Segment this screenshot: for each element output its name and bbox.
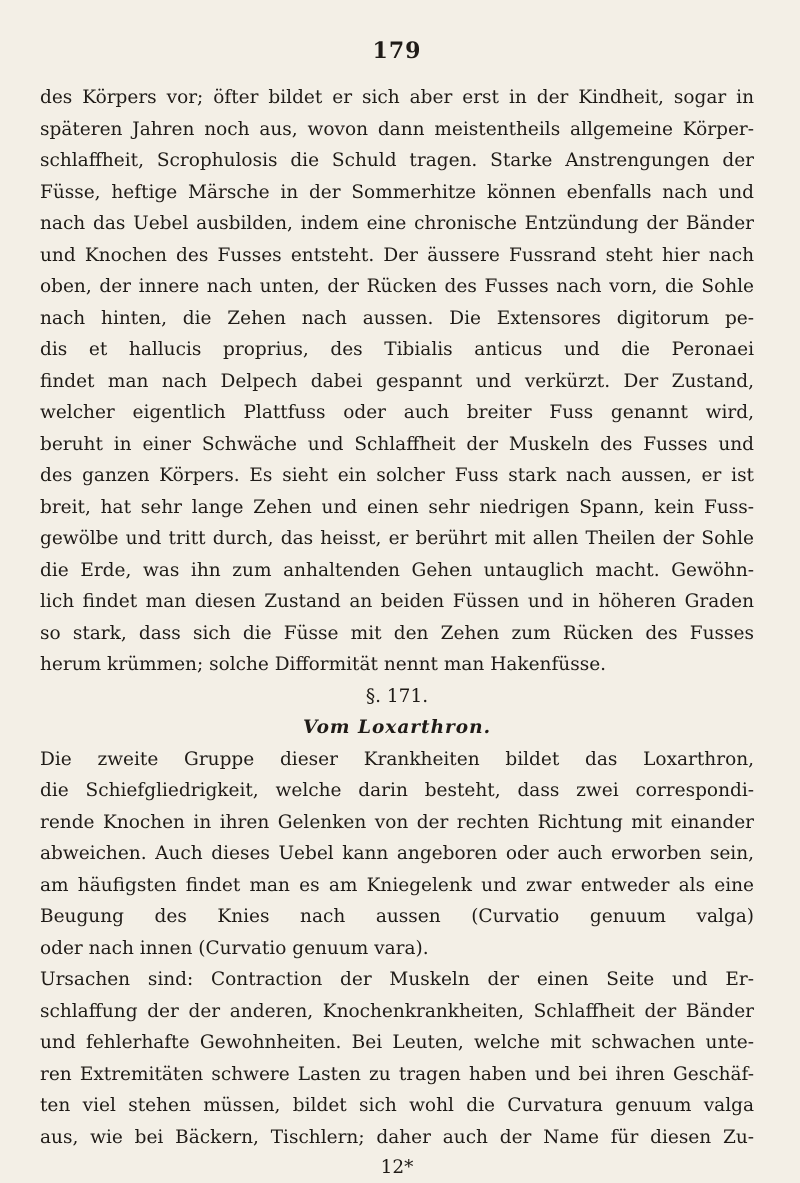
text-line: späteren Jahren noch aus, wovon dann meistentheils allgemeine Körper- xyxy=(40,118,754,140)
paragraph-1 xyxy=(40,82,754,681)
text-line: Beugung des Knies nach aussen (Curvatio genuum valga) xyxy=(40,906,754,927)
text-line: und Knochen des Fusses entsteht. Der äussere Fussrand steht hier nach xyxy=(40,244,754,266)
text-line: welcher eigentlich Plattfuss oder auch breiter Fuss genannt wird, xyxy=(40,402,754,423)
text-line: ren Extremitäten schwere Lasten zu tragen haben und bei ihren Geschäf- xyxy=(40,1063,754,1085)
body-text xyxy=(40,82,754,1183)
text-line: lich findet man diesen Zustand an beiden Füssen und in höheren Graden xyxy=(40,591,754,612)
text-line: abweichen. Auch dieses Uebel kann angeboren oder auch erworben sein, xyxy=(40,843,754,864)
text-line: nach hinten, die Zehen nach aussen. Die Extensores digitorum pe- xyxy=(40,307,754,329)
text-line: und fehlerhafte Gewohnheiten. Bei Leuten, welche mit schwachen unte- xyxy=(40,1032,754,1053)
text-line: die Erde, was ihn zum anhaltenden Gehen untauglich macht. Gewöhn- xyxy=(40,559,754,581)
text-line: nach das Uebel ausbilden, indem eine chronische Entzündung der Bänder xyxy=(40,213,754,234)
text-line: am häufigsten findet man es am Kniegelenk und zwar entweder als eine xyxy=(40,874,754,896)
text-line: dis et hallucis proprius, des Tibialis anticus und die Peronaei xyxy=(40,339,754,360)
section-title: Vom Loxarthron. xyxy=(302,717,492,738)
text-line: gewölbe und tritt durch, das heisst, er berührt mit allen Theilen der Sohle xyxy=(40,528,754,549)
text-line: Ursachen sind: Contraction der Muskeln der einen Seite und Er- xyxy=(40,969,754,990)
text-line: des ganzen Körpers. Es sieht ein solcher Fuss stark nach aussen, er ist xyxy=(40,465,754,486)
page-number: 179 xyxy=(372,38,422,64)
text-line: herum krümmen; solche Difformität nennt man Hakenfüsse. xyxy=(40,654,607,675)
section-number: §. 171. xyxy=(365,685,429,707)
text-line: des Körpers vor; öfter bildet er sich aber erst in der Kindheit, sogar in xyxy=(40,87,754,108)
text-line: die Schiefgliedrigkeit, welche darin besteht, dass zwei correspondi- xyxy=(40,780,754,801)
text-line: so stark, dass sich die Füsse mit den Zehen zum Rücken des Fusses xyxy=(40,622,754,644)
text-line: ten viel stehen müssen, bildet sich wohl die Curvatura genuum valga xyxy=(40,1095,754,1116)
text-line: oben, der innere nach unten, der Rücken des Fusses nach vorn, die Sohle xyxy=(40,276,754,297)
paragraph-3 xyxy=(40,964,754,1153)
text-line: oder nach innen (Curvatio genuum vara). xyxy=(40,937,429,959)
text-line: findet man nach Delpech dabei gespannt und verkürzt. Der Zustand, xyxy=(40,370,754,392)
text-line: rende Knochen in ihren Gelenken von der rechten Richtung mit einander xyxy=(40,811,754,833)
signature-mark: 12* xyxy=(380,1157,414,1178)
text-line: schlaffung der der anderen, Knochenkrankheiten, Schlaffheit der Bänder xyxy=(40,1000,754,1022)
text-line: Die zweite Gruppe dieser Krankheiten bildet das Loxarthron, xyxy=(40,748,754,770)
text-line: schlaffheit, Scrophulosis die Schuld tragen. Starke Anstrengungen der xyxy=(40,150,754,171)
text-line: breit, hat sehr lange Zehen und einen sehr niedrigen Spann, kein Fuss- xyxy=(40,496,754,518)
text-line: aus, wie bei Bäckern, Tischlern; daher auch der Name für diesen Zu- xyxy=(40,1126,754,1148)
text-line: Füsse, heftige Märsche in der Sommerhitze können ebenfalls nach und xyxy=(40,181,754,203)
text-line: beruht in einer Schwäche und Schlaffheit der Muskeln des Fusses und xyxy=(40,433,754,455)
paragraph-2 xyxy=(40,744,754,965)
